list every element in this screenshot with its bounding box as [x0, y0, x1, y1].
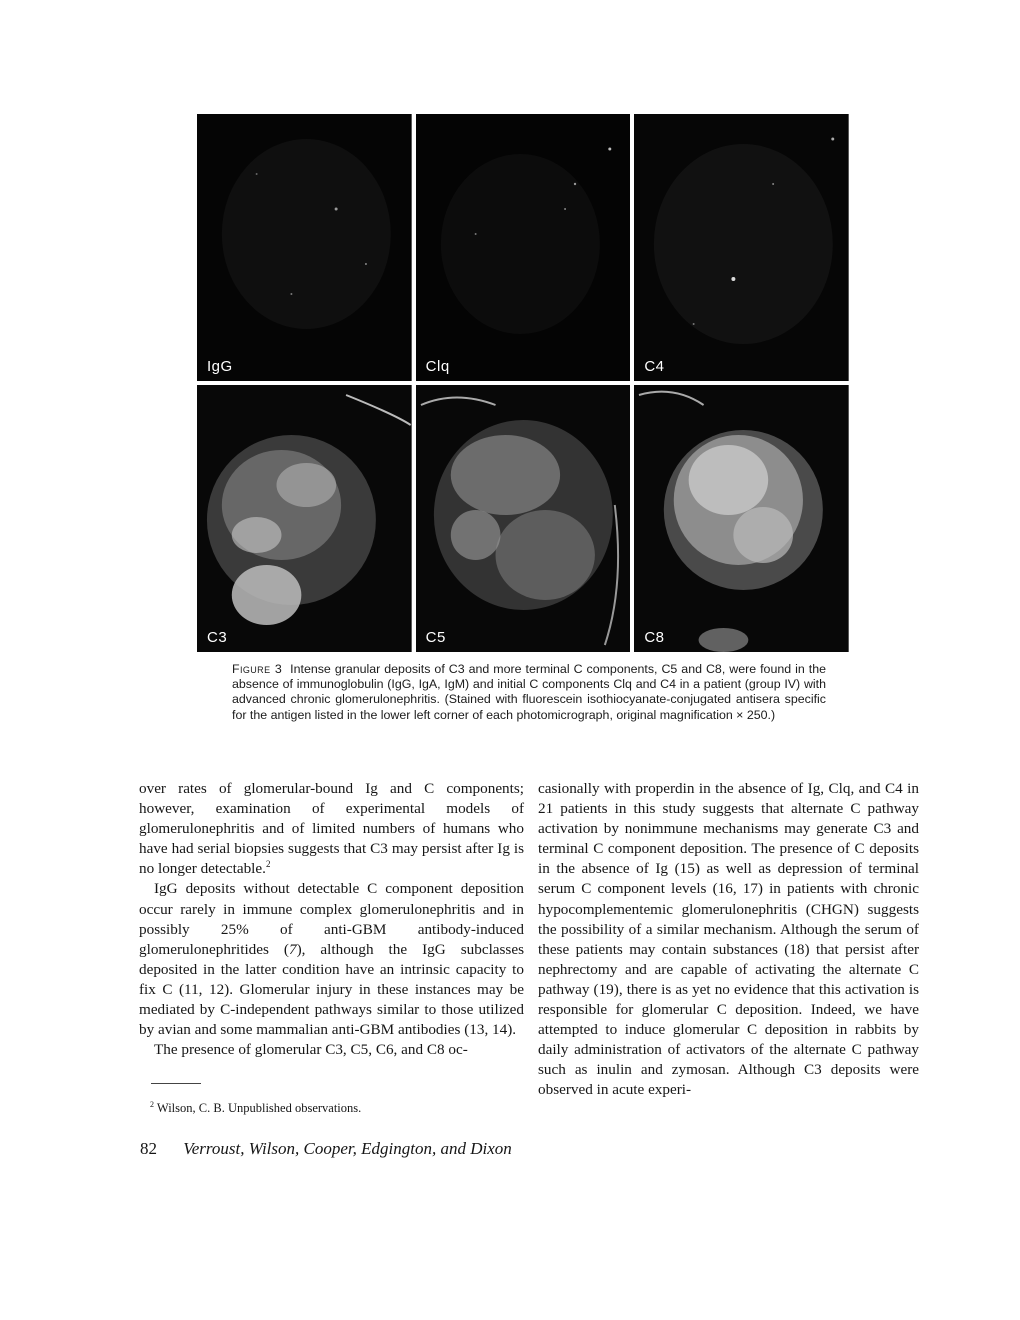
panel-label: Clq [425, 358, 450, 375]
panel-label: C4 [644, 358, 665, 375]
footnote-mark: 2 [150, 1099, 154, 1109]
panel-label: C3 [207, 629, 228, 646]
left-column [139, 779, 524, 1060]
page-number: 82 [140, 1139, 157, 1158]
micrograph-igg [197, 114, 412, 381]
citation-italic: 7 [288, 940, 297, 958]
panel-igg [197, 114, 412, 381]
panel-c8 [634, 385, 849, 652]
running-head: Verroust, Wilson, Cooper, Edgington, and Dixon [183, 1139, 512, 1158]
micrograph-c3 [197, 385, 412, 652]
footnote-divider [151, 1083, 201, 1084]
panel-clq [416, 114, 631, 381]
footnote-reference: 2 [265, 859, 271, 870]
figure-label: Figure 3 [232, 662, 283, 676]
panel-c5 [416, 385, 631, 652]
panel-c4 [634, 114, 849, 381]
caption-text: Intense granular deposits of C3 and more terminal C components, C5 and C8, were found in the absence of immunoglobulin (IgG, IgA, IgM) and initial C components Clq and C4 in a patient (group IV) with advanced chronic glomerulonephritis. (Stained with fluorescein isothiocyanate-conjugated antisera specific for the antigen listed in the lower left corner of each photomicrograph, original magnification × 250.) [232, 662, 826, 722]
paragraph [139, 779, 524, 879]
figure-3-photomicrographs [197, 114, 849, 652]
micrograph-clq [416, 114, 631, 381]
paragraph [538, 779, 919, 1101]
panel-label: IgG [207, 358, 233, 375]
micrograph-c4 [634, 114, 849, 381]
paragraph-text: casionally with properdin in the absence of Ig, Clq, and C4 in 21 patients in this study suggests that alternate C pathway activation by nonimmune mechanisms may generate C3 and terminal C component deposition. The presence of C deposits in the absence of Ig (15) as well as depression of terminal serum C component levels (16, 17) in patients with chronic hypocomplementemic glomerulonephritis (CHGN) suggests the possibility of a similar mechanism. Although the serum of these patients may contain substances (18) that persist after nephrectomy and are capable of activating the alternate C pathway (19), there is as yet no evidence that this activation is responsible for glomerular C deposition. Indeed, we have attempted to induce glomerular C deposition in rabbits by daily administration of activators of the alternate C pathway such as inulin and zymosan. Although C3 deposits were observed in acute experi- [538, 780, 919, 1099]
footnote [150, 1100, 361, 1116]
page-footer [140, 1138, 512, 1160]
paragraph [139, 1040, 524, 1060]
paragraph-text: over rates of glomerular-bound Ig and C components; however, examination of experimental models of glomerulonephritis and of limited numbers of humans who have had serial biopsies suggests that C3 may persist after Ig is no longer detectable. [139, 780, 524, 878]
panel-c3 [197, 385, 412, 652]
micrograph-c8 [634, 385, 849, 652]
right-column [538, 779, 919, 1101]
paragraph-text: The presence of glomerular C3, C5, C6, and C8 oc- [154, 1041, 468, 1059]
footnote-text: Wilson, C. B. Unpublished observations. [156, 1101, 362, 1115]
figure-caption [232, 662, 826, 723]
paragraph-text: ), although the IgG subclasses deposited in the latter condition have an intrinsic capacity to fix C (11, 12). Glomerular injury in these instances may be mediated by C-independent pathways similar to those utilized by avian and some mammalian anti-GBM antibodies (13, 14). [139, 940, 524, 1039]
paragraph-text: IgG deposits without detectable C component deposition occur rarely in immune complex glomerulonephritis and in possibly 25% of anti-GBM antibody-induced glomerulonephritides ( [139, 880, 524, 958]
paragraph [139, 879, 524, 1040]
panel-label: C8 [644, 629, 665, 646]
panel-label: C5 [425, 629, 446, 646]
micrograph-c5 [416, 385, 631, 652]
